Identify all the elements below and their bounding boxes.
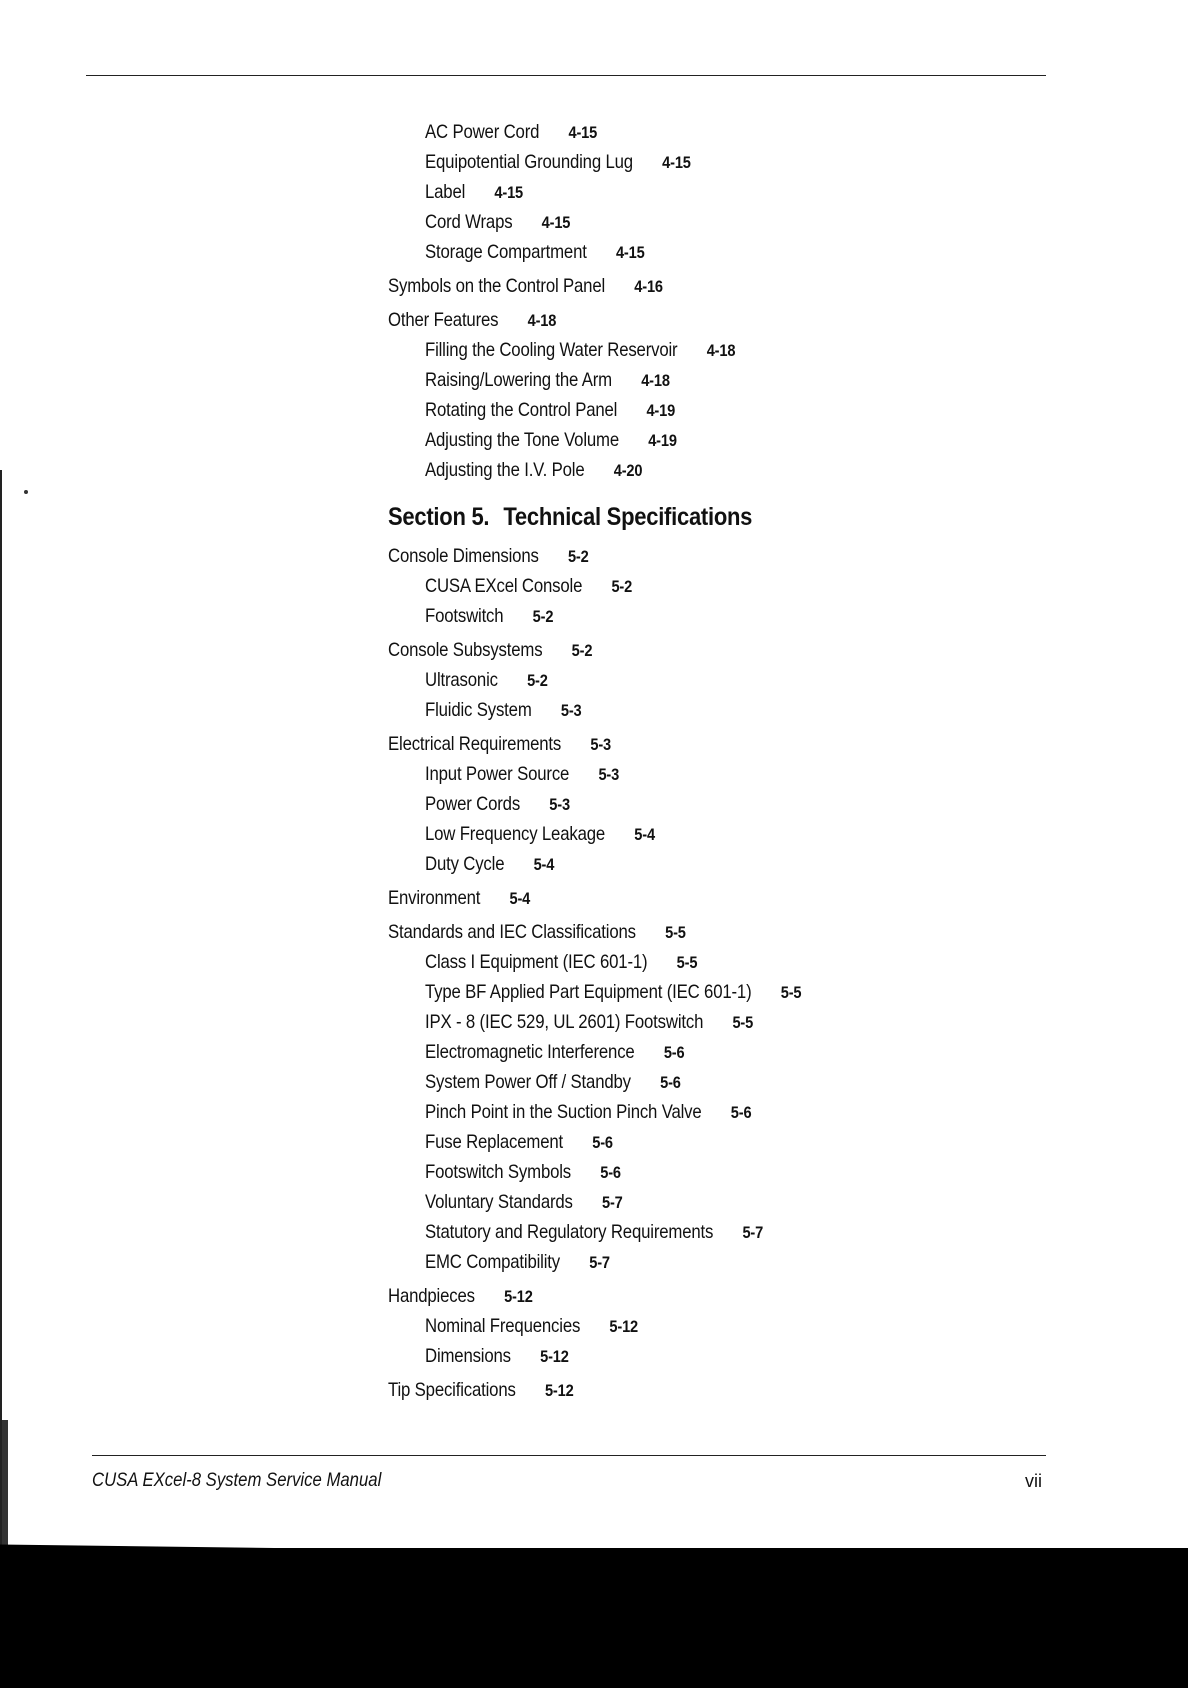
toc-entry-page: 5-6 <box>660 1073 681 1092</box>
toc-entry-title: Tip Specifications <box>388 1379 516 1401</box>
toc-entry-page: 5-12 <box>540 1347 569 1366</box>
scan-edge-shadow <box>2 1420 8 1560</box>
toc-entry-page: 5-2 <box>611 577 633 596</box>
toc-entry-page: 5-7 <box>589 1253 610 1272</box>
toc-entry[interactable] <box>388 274 663 299</box>
toc-entry-page: 5-4 <box>634 825 655 844</box>
toc-entry-page: 4-19 <box>648 431 677 450</box>
toc-entry-title: Raising/Lowering the Arm <box>425 369 612 391</box>
toc-entry-title: CUSA EXcel Console <box>425 575 583 597</box>
toc-entry[interactable] <box>388 544 589 569</box>
toc-entry[interactable] <box>425 428 677 453</box>
toc-entry-title: Ultrasonic <box>425 669 498 691</box>
toc-entry[interactable] <box>425 1040 684 1065</box>
toc-entry-page: 5-2 <box>571 641 593 660</box>
toc-entry-title: Footswitch <box>425 605 504 627</box>
toc-entry-title: Dimensions <box>425 1345 511 1367</box>
section-title: Technical Specifications <box>503 503 753 531</box>
toc-entry-page: 5-3 <box>590 735 611 754</box>
toc-entry[interactable] <box>425 1130 613 1155</box>
toc-entry-page: 5-5 <box>780 983 802 1002</box>
toc-entry[interactable] <box>425 1160 621 1185</box>
toc-entry-page: 4-15 <box>568 123 598 142</box>
toc-entry-title: EMC Compatibility <box>425 1251 561 1273</box>
toc-entry[interactable] <box>425 1314 638 1339</box>
toc-entry[interactable] <box>425 668 548 693</box>
toc-entry-page: 5-7 <box>602 1193 623 1212</box>
toc-entry-title: Fuse Replacement <box>425 1131 564 1153</box>
toc-entry[interactable] <box>388 308 556 333</box>
toc-entry-page: 5-2 <box>532 607 554 626</box>
toc-entry-page: 4-16 <box>634 277 663 296</box>
toc-entry[interactable] <box>388 1378 574 1403</box>
scan-edge-line <box>0 470 2 1560</box>
toc-entry-page: 4-19 <box>646 401 676 420</box>
toc-entry[interactable] <box>425 1250 610 1275</box>
toc-entry[interactable] <box>425 398 675 423</box>
toc-entry[interactable] <box>425 240 645 265</box>
toc-entry-title: Nominal Frequencies <box>425 1315 581 1337</box>
toc-entry[interactable] <box>425 950 697 975</box>
toc-entry-title: Console Subsystems <box>388 639 543 661</box>
toc-entry[interactable] <box>388 1284 533 1309</box>
toc-entry-title: Adjusting the Tone Volume <box>425 429 619 451</box>
toc-entry-title: Cord Wraps <box>425 211 513 233</box>
toc-entry-page: 4-18 <box>527 311 557 330</box>
toc-entry[interactable] <box>388 920 686 945</box>
toc-entry-page: 5-5 <box>732 1013 754 1032</box>
toc-entry-title: Console Dimensions <box>388 545 539 567</box>
toc-entry-page: 5-2 <box>567 547 589 566</box>
toc-entry[interactable] <box>425 1190 623 1215</box>
toc-entry-page: 4-15 <box>494 183 523 202</box>
toc-entry-page: 5-6 <box>663 1043 685 1062</box>
toc-entry-title: Handpieces <box>388 1285 475 1307</box>
toc-entry[interactable] <box>425 338 735 363</box>
toc-entry[interactable] <box>388 638 592 663</box>
toc-entry-title: Adjusting the I.V. Pole <box>425 459 585 481</box>
toc-entry-page: 5-12 <box>609 1317 639 1336</box>
toc-entry-page: 4-20 <box>613 461 643 480</box>
toc-entry-title: Filling the Cooling Water Reservoir <box>425 339 678 361</box>
toc-entry-page: 4-15 <box>662 153 691 172</box>
toc-entry-page: 5-6 <box>730 1103 752 1122</box>
toc-entry-title: Label <box>425 181 466 203</box>
toc-entry-title: Duty Cycle <box>425 853 505 875</box>
toc-entry[interactable] <box>425 1220 763 1245</box>
toc-entry[interactable] <box>425 368 670 393</box>
toc-entry[interactable] <box>425 120 597 145</box>
toc-entry[interactable] <box>425 458 642 483</box>
section-number: Section 5. <box>388 503 490 531</box>
toc-entry[interactable] <box>388 886 530 911</box>
toc-entry-title: Voluntary Standards <box>425 1191 573 1213</box>
toc-entry-title: IPX - 8 (IEC 529, UL 2601) Footswitch <box>425 1011 704 1033</box>
toc-entry[interactable] <box>425 180 523 205</box>
toc-entry[interactable] <box>425 1100 751 1125</box>
toc-entry-page: 5-5 <box>665 923 686 942</box>
scan-bottom-border <box>0 1548 1188 1688</box>
toc-entry-page: 5-4 <box>509 889 531 908</box>
toc-entry[interactable] <box>425 604 553 629</box>
toc-entry-title: Footswitch Symbols <box>425 1161 572 1183</box>
toc-entry[interactable] <box>425 1344 569 1369</box>
toc-entry-page: 5-3 <box>560 701 582 720</box>
toc-entry-title: Electrical Requirements <box>388 733 562 755</box>
toc-entry-title: Storage Compartment <box>425 241 587 263</box>
toc-entry-title: Environment <box>388 887 481 909</box>
toc-entry[interactable] <box>425 150 691 175</box>
section-heading[interactable] <box>388 503 752 532</box>
toc-entry-page: 4-15 <box>541 213 571 232</box>
toc-entry-page: 5-6 <box>592 1133 613 1152</box>
toc-entry[interactable] <box>425 574 632 599</box>
toc-entry-title: System Power Off / Standby <box>425 1071 631 1093</box>
toc-entry[interactable] <box>425 822 655 847</box>
toc-entry[interactable] <box>425 698 581 723</box>
toc-entry[interactable] <box>388 732 611 757</box>
footer-page-number: vii <box>1025 1471 1042 1491</box>
toc-entry-title: Symbols on the Control Panel <box>388 275 606 297</box>
footer-manual-title: CUSA EXcel-8 System Service Manual <box>92 1470 382 1491</box>
toc-entry-page: 5-12 <box>544 1381 574 1400</box>
toc-entry-page: 4-15 <box>615 243 645 262</box>
scan-speck <box>24 490 28 494</box>
toc-entry-title: Low Frequency Leakage <box>425 823 606 845</box>
toc-entry-title: Fluidic System <box>425 699 532 721</box>
toc-entry-title: Type BF Applied Part Equipment (IEC 601-1) <box>425 981 752 1003</box>
toc-entry-page: 4-18 <box>641 371 670 390</box>
toc-entry-page: 5-3 <box>598 765 620 784</box>
toc-entry[interactable] <box>425 852 554 877</box>
toc-entry[interactable] <box>425 1070 681 1095</box>
toc-entry-title: Rotating the Control Panel <box>425 399 618 421</box>
toc-entry-page: 5-3 <box>549 795 570 814</box>
toc-entry-title: AC Power Cord <box>425 121 540 143</box>
toc-entry-title: Power Cords <box>425 793 521 815</box>
toc-entry[interactable] <box>425 762 619 787</box>
toc-entry[interactable] <box>425 980 801 1005</box>
toc-entry-title: Class I Equipment (IEC 601-1) <box>425 951 648 973</box>
toc-entry-page: 5-5 <box>676 953 698 972</box>
toc-entry[interactable] <box>425 792 570 817</box>
toc-entry-page: 5-6 <box>600 1163 621 1182</box>
toc-entry-title: Input Power Source <box>425 763 570 785</box>
toc-entry[interactable] <box>425 210 570 235</box>
toc-entry-page: 4-18 <box>706 341 736 360</box>
toc-entry-title: Statutory and Regulatory Requirements <box>425 1221 714 1243</box>
toc-entry-page: 5-7 <box>742 1223 764 1242</box>
toc-entry-title: Pinch Point in the Suction Pinch Valve <box>425 1101 702 1123</box>
toc-entry-title: Equipotential Grounding Lug <box>425 151 633 173</box>
toc-entry-page: 5-2 <box>527 671 548 690</box>
toc-entry-title: Standards and IEC Classifications <box>388 921 636 943</box>
toc-entry[interactable] <box>425 1010 753 1035</box>
toc-entry-title: Electromagnetic Interference <box>425 1041 635 1063</box>
toc-entry-title: Other Features <box>388 309 499 331</box>
toc-entry-page: 5-4 <box>533 855 555 874</box>
toc-entry-page: 5-12 <box>504 1287 533 1306</box>
footer-rule <box>92 1455 1046 1456</box>
